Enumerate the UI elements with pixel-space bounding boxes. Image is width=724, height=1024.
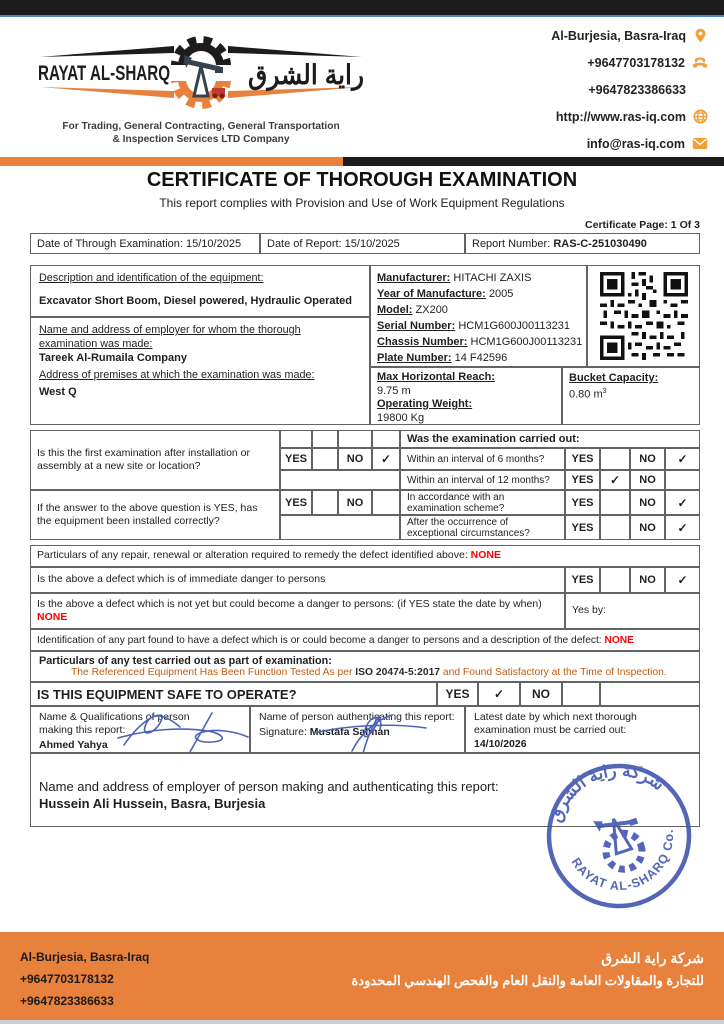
date-report-cell xyxy=(260,233,465,254)
exam-sub3-yes-tick xyxy=(600,490,630,515)
svg-text:RAYAT AL-SHARQ Co. xyxy=(567,825,690,908)
page-title: CERTIFICATE OF THOROUGH EXAMINATION xyxy=(146,169,578,191)
repair-text: Particulars of any repair, renewal or alteration required to remedy the defect identified above: xyxy=(37,549,468,562)
chassis-value: HCM1G600J00113231 xyxy=(470,336,583,348)
reach-weight-cell xyxy=(370,367,562,425)
employer-report-value: Hussein Ali Hussein, Basra, Burjesia xyxy=(39,796,266,811)
identification-value: NONE xyxy=(604,634,634,646)
exam-q1-cell xyxy=(30,430,280,490)
next-exam-label: Latest date by which next thorough examination must be carried out: xyxy=(474,711,637,736)
contact-email-line xyxy=(458,130,708,157)
exam-sub3-q: In accordance with an examination scheme? xyxy=(400,490,565,515)
danger-now-yes-label: YES xyxy=(565,567,600,593)
contact-email: info@ras-iq.com xyxy=(586,136,685,151)
manufacturer-cell xyxy=(370,265,587,367)
equipment-description-cell xyxy=(30,265,370,317)
plate-label: Plate Number: xyxy=(377,352,452,364)
exam-q2-yes-label: YES xyxy=(280,490,312,515)
next-exam-cell xyxy=(465,706,700,753)
safe-yes-label: YES xyxy=(437,682,478,706)
exam-q1-no-label: NO xyxy=(338,448,372,470)
danger-now-text: Is the above a defect which is of immediate danger to persons xyxy=(37,573,326,586)
model-label: Model: xyxy=(377,304,413,316)
danger-later-value: NONE xyxy=(37,611,68,623)
swoosh-top-left xyxy=(40,46,174,57)
footer-company-ar: شركة راية الشرق xyxy=(601,950,704,966)
test-iso-ref: ISO 20474-5:2017 xyxy=(355,667,441,678)
maker-label: Name & Qualifications of person making this report: xyxy=(39,711,190,736)
header-contacts xyxy=(458,22,708,157)
contact-phone1-line xyxy=(458,49,708,76)
exam-sub3-no-label: NO xyxy=(630,490,665,515)
next-exam-date: 14/10/2026 xyxy=(474,738,527,750)
test-row xyxy=(30,651,700,682)
date-report-value: 15/10/2025 xyxy=(344,237,400,250)
repair-row xyxy=(30,545,700,567)
exam-q2-spacer xyxy=(280,515,400,540)
stamp-text-english: RAYAT AL-SHARQ Co. xyxy=(568,828,677,894)
exam-q1-spacer-e xyxy=(280,470,400,490)
tagline-line2: & Inspection Services LTD Company xyxy=(112,134,290,145)
safe-no-label: NO xyxy=(520,682,562,706)
manufacturer-label: Manufacturer: xyxy=(377,272,451,284)
year-label: Year of Manufacture: xyxy=(377,288,486,300)
qr-cell xyxy=(587,265,700,367)
divider-bar-orange xyxy=(0,157,343,166)
exam-q2-text: If the answer to the above question is YES, has the equipment been installed correctly? xyxy=(37,501,258,527)
exam-q1-spacer-b xyxy=(312,430,338,448)
footer-bottom-strip xyxy=(0,1020,724,1024)
certificate-page-note: Certificate Page: 1 Of 3 xyxy=(585,219,700,231)
exam-q1-yes-label: YES xyxy=(280,448,312,470)
exam-sub4-no-tick: ✓ xyxy=(665,515,700,540)
safe-no-tick xyxy=(562,682,600,706)
exam-q2-yes-tick xyxy=(312,490,338,515)
chassis-label: Chassis Number: xyxy=(377,336,468,348)
exam-carried-header: Was the examination carried out: xyxy=(400,430,700,448)
exam-sub4-q: After the occurrence of exceptional circumstances? xyxy=(400,515,565,540)
serial-label: Serial Number: xyxy=(377,320,456,332)
footer-tagline-ar: للتجارة والمقاولات العامة والنقل العام والفحص الهندسي المحدودة xyxy=(351,973,704,988)
danger-later-text: Is the above a defect which is not yet but could become a danger to persons: (if YES state the date by when) NONE xyxy=(37,597,542,623)
exam-sub2-no-tick xyxy=(665,470,700,490)
reach-value: 9.75 m xyxy=(377,384,411,397)
danger-later-text-cell xyxy=(30,593,565,629)
exam-q1-text: Is this the first examination after installation or assembly at a new site or location? xyxy=(37,446,251,472)
exam-q1-spacer-d xyxy=(372,430,400,448)
employer-report-box xyxy=(30,753,700,827)
equipment-description-label: Description and identification of the equipment: xyxy=(39,272,264,284)
report-number-cell xyxy=(465,233,700,254)
maker-name: Ahmed Yahya xyxy=(39,739,108,751)
yes-by-label: Yes by: xyxy=(572,604,607,617)
exam-sub2-no-label: NO xyxy=(630,470,665,490)
contact-web: http://www.ras-iq.com xyxy=(555,109,686,124)
exam-sub3-no-tick: ✓ xyxy=(665,490,700,515)
exam-q1-spacer-c xyxy=(338,430,372,448)
footer-band xyxy=(0,932,724,1020)
exam-sub1-no-label: NO xyxy=(630,448,665,470)
yes-by-cell xyxy=(565,593,700,629)
identification-text: Identification of any part found to have a defect which is or could become a danger to persons and a description of the defect: xyxy=(37,634,602,646)
stamp-text-arabic: شركة راية الشرق xyxy=(545,760,668,825)
exam-sub4-yes-label: YES xyxy=(565,515,600,540)
date-exam-value: 15/10/2025 xyxy=(186,237,242,250)
company-name-en: RAYAT AL-SHARQ xyxy=(38,62,170,85)
globe-icon xyxy=(693,109,708,124)
swoosh-bottom-left xyxy=(40,87,174,98)
exam-sub1-yes-tick xyxy=(600,448,630,470)
employer-report-label: Name and address of employer of person making and authenticating this report: xyxy=(39,779,499,794)
qr-code xyxy=(600,272,688,360)
report-number-label: Report Number: xyxy=(472,237,551,250)
top-black-bar xyxy=(0,0,724,15)
logo-emblem xyxy=(34,24,368,120)
plate-value: 14 F42596 xyxy=(454,352,508,364)
exam-q2-no-label: NO xyxy=(338,490,372,515)
safe-empty-cell xyxy=(600,682,700,706)
danger-now-text-cell xyxy=(30,567,565,593)
exam-sub1-no-tick: ✓ xyxy=(665,448,700,470)
employer-label: Name and address of employer for whom the thorough examination was made: xyxy=(39,324,301,350)
exam-sub2-q: Within an interval of 12 months? xyxy=(400,470,565,490)
page-subtitle: This report complies with Provision and Use of Work Equipment Regulations xyxy=(159,196,565,210)
company-name-ar: راية الشرق xyxy=(248,60,368,90)
exam-sub1-q: Within an interval of 6 months? xyxy=(400,448,565,470)
danger-now-yes-tick xyxy=(600,567,630,593)
safe-yes-tick: ✓ xyxy=(478,682,520,706)
model-value: ZX200 xyxy=(415,304,448,316)
company-logo xyxy=(34,24,368,152)
maker-cell xyxy=(30,706,250,753)
report-number-value: RAS-C-251030490 xyxy=(553,237,647,250)
footer-phone1: +9647703178132 xyxy=(20,972,114,986)
contact-address: Al-Burjesia, Basra-Iraq xyxy=(551,28,686,43)
weight-label: Operating Weight: xyxy=(377,398,473,410)
contact-phone2: +9647823386633 xyxy=(588,82,686,97)
date-report-label: Date of Report: xyxy=(267,237,342,250)
exam-sub1-yes-label: YES xyxy=(565,448,600,470)
envelope-icon xyxy=(692,137,708,150)
premises-value: West Q xyxy=(39,386,77,398)
weight-value: 19800 Kg xyxy=(377,411,425,424)
exam-q1-spacer-a xyxy=(280,430,312,448)
date-exam-label: Date of Through Examination: xyxy=(37,237,183,250)
exam-sub4-no-label: NO xyxy=(630,515,665,540)
identification-row xyxy=(30,629,700,651)
safe-question-text: IS THIS EQUIPMENT SAFE TO OPERATE? xyxy=(37,686,297,702)
exam-q1-yes-tick xyxy=(312,448,338,470)
exam-q1-no-tick: ✓ xyxy=(372,448,400,470)
safe-question-cell xyxy=(30,682,437,706)
test-label: Particulars of any test carried out as part of examination: xyxy=(39,655,332,667)
test-result: The Referenced Equipment Has Been Function Tested As per ISO 20474-5:2017 and Found Satisfactory at the Time of Inspection. xyxy=(71,667,667,678)
top-blue-line xyxy=(0,15,724,17)
exam-sub4-yes-tick xyxy=(600,515,630,540)
tagline-line1: For Trading, General Contracting, General Transportation xyxy=(62,121,340,132)
equipment-description-value: Excavator Short Boom, Diesel powered, Hydraulic Operated xyxy=(39,295,352,307)
exam-sub3-yes-label: YES xyxy=(565,490,600,515)
contact-address-line xyxy=(458,22,708,49)
employer-value: Tareek Al-Rumaila Company xyxy=(39,352,187,364)
contact-phone2-line xyxy=(458,76,708,103)
authenticator-name: Mustafa Salman xyxy=(309,726,390,738)
contact-web-line xyxy=(458,103,708,130)
date-exam-cell xyxy=(30,233,260,254)
bucket-label: Bucket Capacity: xyxy=(569,372,659,384)
swoosh-top-right xyxy=(228,46,362,57)
footer-phone2: +9647823386633 xyxy=(20,994,114,1008)
authenticator-label: Name of person authenticating this report: xyxy=(259,711,455,723)
exam-q2-cell xyxy=(30,490,280,540)
danger-now-no-label: NO xyxy=(630,567,665,593)
footer-address: Al-Burjesia, Basra-Iraq xyxy=(20,950,150,964)
divider-bar-black xyxy=(343,157,724,166)
authenticator-cell xyxy=(250,706,465,753)
authenticator-name-line: Signature: Mustafa Salman xyxy=(259,726,390,738)
employer-premises-cell xyxy=(30,317,370,425)
exam-sub2-yes-tick: ✓ xyxy=(600,470,630,490)
year-value: 2005 xyxy=(488,288,514,300)
premises-label: Address of premises at which the examination was made: xyxy=(39,369,315,381)
contact-phone1: +9647703178132 xyxy=(587,55,685,70)
danger-now-no-tick: ✓ xyxy=(665,567,700,593)
bucket-cell xyxy=(562,367,700,425)
exam-sub2-yes-label: YES xyxy=(565,470,600,490)
serial-value: HCM1G600J00113231 xyxy=(458,320,571,332)
location-pin-icon xyxy=(693,28,708,43)
repair-value: NONE xyxy=(470,549,502,562)
reach-label: Max Horizontal Reach: xyxy=(377,371,495,383)
exam-q2-no-tick xyxy=(372,490,400,515)
phone-icon xyxy=(692,55,708,70)
manufacturer-value: HITACHI ZAXIS xyxy=(453,272,532,284)
bucket-value: 0.80 $m^3$ xyxy=(569,388,607,401)
